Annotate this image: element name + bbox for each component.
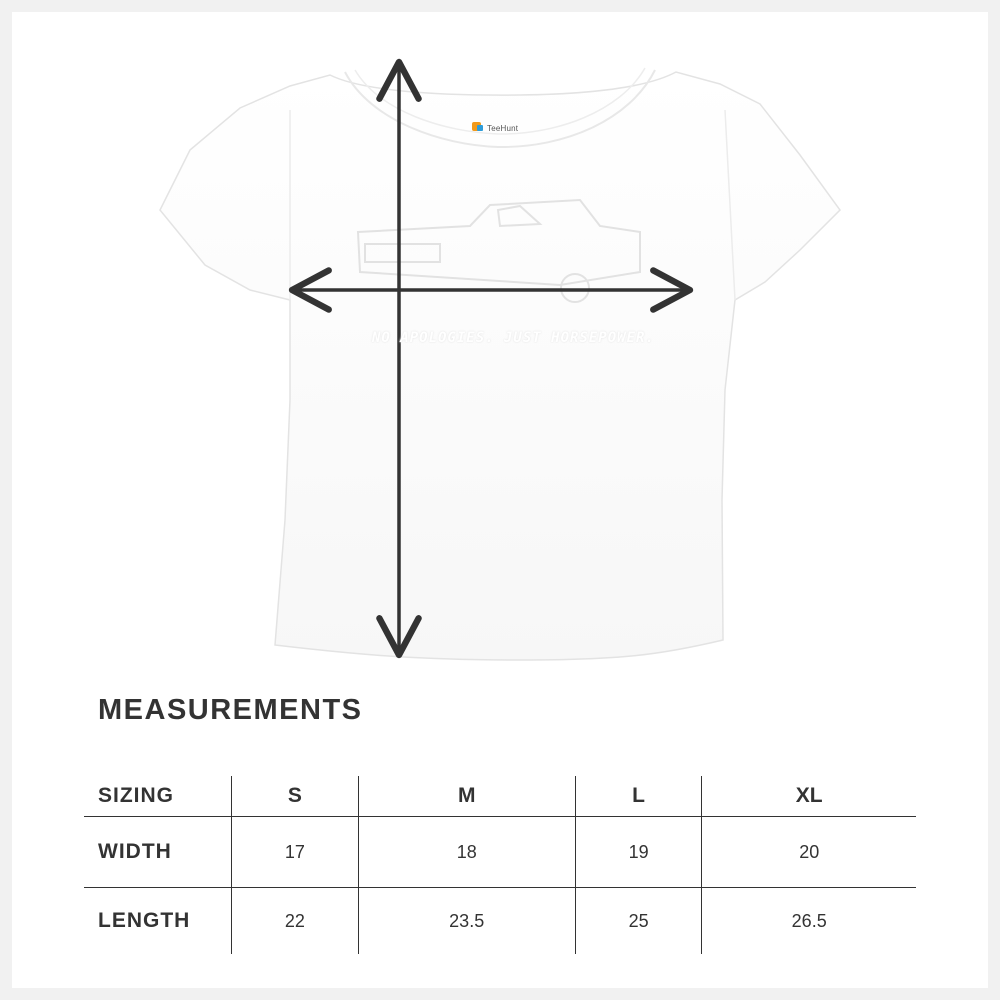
table-row (84, 817, 916, 888)
header-size-s: S (232, 776, 359, 817)
shirt-print-text: NO APOLOGIES. JUST HORSEPOWER. (372, 330, 655, 346)
header-size-l: L (575, 776, 702, 817)
length-s: 22 (232, 888, 359, 955)
brand-label: TeeHunt (487, 124, 519, 133)
size-table (84, 776, 916, 954)
row-label-width: WIDTH (84, 817, 232, 888)
width-m: 18 (358, 817, 575, 888)
header-size-xl: XL (702, 776, 916, 817)
width-s: 17 (232, 817, 359, 888)
row-label-length: LENGTH (98, 909, 191, 932)
tshirt-body (160, 72, 840, 660)
length-xl: 26.5 (702, 888, 916, 955)
table-header-row (84, 776, 916, 817)
measurements-heading: MEASUREMENTS (98, 694, 363, 726)
header-size-m: M (358, 776, 575, 817)
table-row (84, 888, 916, 955)
width-l: 19 (575, 817, 702, 888)
length-l: 25 (575, 888, 702, 955)
length-m: 23.5 (358, 888, 575, 955)
header-sizing: SIZING (84, 776, 232, 817)
width-xl: 20 (702, 817, 916, 888)
